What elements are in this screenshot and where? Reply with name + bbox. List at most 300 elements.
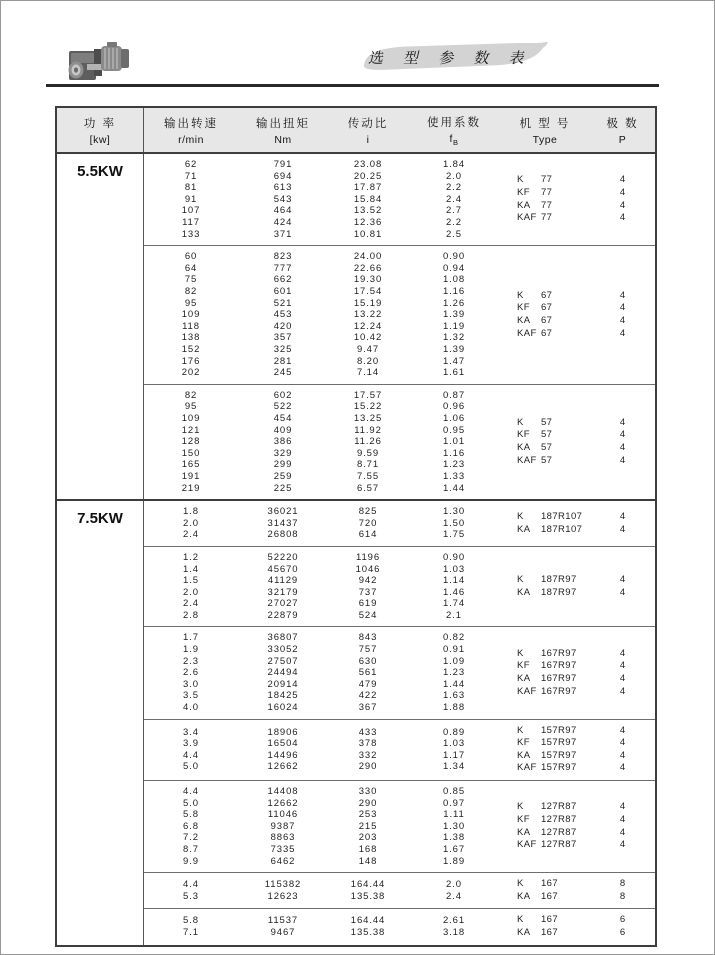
cell-fb: 1.30 bbox=[442, 820, 466, 832]
cell-ratio: 135.38 bbox=[350, 926, 386, 938]
gearmotor-icon bbox=[67, 39, 133, 85]
ratio-column bbox=[328, 786, 408, 867]
column-header-type bbox=[500, 108, 590, 152]
type-model: 187R97 bbox=[541, 586, 577, 598]
data-block bbox=[144, 872, 655, 908]
cell-rpm: 81 bbox=[184, 182, 198, 194]
cell-torque: 245 bbox=[273, 367, 293, 379]
type-column bbox=[500, 878, 590, 903]
cell-rpm: 5.8 bbox=[183, 809, 199, 821]
cell-poles: 4 bbox=[619, 826, 626, 838]
cell-torque: 662 bbox=[273, 274, 293, 286]
cell-fb: 1.32 bbox=[442, 332, 466, 344]
cell-torque: 22879 bbox=[267, 609, 299, 621]
cell-rpm: 7.1 bbox=[183, 926, 199, 938]
cell-torque: 20914 bbox=[267, 678, 299, 690]
poles-column bbox=[590, 725, 655, 775]
column-header-zh: 极 数 bbox=[606, 118, 639, 131]
cell-fb: 1.23 bbox=[442, 459, 466, 471]
type-prefix: K bbox=[517, 574, 524, 586]
cell-fb: 0.89 bbox=[442, 726, 466, 738]
cell-fb: 1.16 bbox=[442, 447, 466, 459]
cell-fb: 1.23 bbox=[442, 667, 466, 679]
cell-rpm: 3.9 bbox=[183, 738, 199, 750]
type-model: 77 bbox=[541, 174, 553, 186]
cell-ratio: 561 bbox=[358, 667, 378, 679]
type-model: 167 bbox=[541, 914, 559, 926]
cell-fb: 2.2 bbox=[446, 182, 462, 194]
cell-ratio: 330 bbox=[358, 786, 378, 797]
cell-torque: 12662 bbox=[267, 797, 299, 809]
poles-column bbox=[590, 914, 655, 939]
type-cell bbox=[517, 801, 577, 814]
cell-rpm: 6.8 bbox=[183, 820, 199, 832]
type-model: 77 bbox=[541, 187, 553, 199]
cell-fb: 1.61 bbox=[442, 367, 466, 379]
fb-column bbox=[408, 390, 500, 494]
cell-rpm: 9.9 bbox=[183, 855, 199, 867]
torque-column bbox=[238, 725, 328, 775]
type-column bbox=[500, 914, 590, 939]
type-column bbox=[500, 506, 590, 541]
cell-ratio: 8.20 bbox=[356, 355, 380, 367]
type-prefix: KAF bbox=[517, 762, 537, 774]
type-cell bbox=[517, 511, 582, 524]
cell-ratio: 13.52 bbox=[353, 205, 383, 217]
cell-poles: 6 bbox=[619, 926, 626, 938]
cell-rpm: 109 bbox=[181, 412, 201, 424]
type-cell bbox=[517, 673, 577, 686]
type-model: 187R107 bbox=[541, 523, 583, 535]
ratio-column bbox=[328, 251, 408, 379]
rpm-column bbox=[144, 914, 238, 939]
torque-column bbox=[238, 506, 328, 541]
cell-ratio: 19.30 bbox=[353, 274, 383, 286]
cell-fb: 0.87 bbox=[442, 389, 466, 401]
cell-ratio: 825 bbox=[358, 506, 378, 518]
type-cell bbox=[517, 587, 577, 600]
cell-torque: 791 bbox=[273, 159, 293, 171]
cell-fb: 1.03 bbox=[442, 563, 466, 575]
cell-ratio: 10.42 bbox=[353, 332, 383, 344]
type-prefix: KAF bbox=[517, 212, 537, 224]
type-model: 77 bbox=[541, 212, 553, 224]
poles-column bbox=[590, 786, 655, 867]
cell-torque: 31437 bbox=[267, 517, 299, 529]
cell-poles: 8 bbox=[619, 890, 626, 902]
cell-torque: 14408 bbox=[267, 786, 299, 797]
type-column bbox=[500, 552, 590, 622]
type-model: 127R87 bbox=[541, 801, 577, 813]
column-header-poles bbox=[590, 108, 655, 152]
column-header-zh: 输出转速 bbox=[164, 118, 218, 131]
cell-torque: 52220 bbox=[267, 551, 299, 563]
type-cell bbox=[517, 574, 577, 587]
cell-ratio: 253 bbox=[358, 809, 378, 821]
type-cell bbox=[517, 878, 558, 891]
cell-torque: 24494 bbox=[267, 667, 299, 679]
cell-ratio: 9.47 bbox=[356, 344, 380, 355]
type-prefix: KF bbox=[517, 737, 530, 749]
type-model: 167R97 bbox=[541, 673, 577, 685]
cell-fb: 0.96 bbox=[442, 401, 466, 413]
type-cell bbox=[517, 927, 558, 940]
cell-ratio: 22.66 bbox=[353, 262, 383, 274]
type-prefix: KF bbox=[517, 187, 530, 199]
cell-rpm: 1.5 bbox=[183, 575, 199, 587]
cell-torque: 36807 bbox=[267, 632, 299, 644]
type-model: 67 bbox=[541, 302, 553, 314]
cell-ratio: 17.54 bbox=[353, 286, 383, 298]
cell-poles: 4 bbox=[619, 749, 626, 761]
type-prefix: KA bbox=[517, 926, 531, 938]
cell-ratio: 20.25 bbox=[353, 170, 383, 182]
type-prefix: KAF bbox=[517, 454, 537, 466]
cell-torque: 18425 bbox=[267, 690, 299, 702]
type-prefix: KA bbox=[517, 826, 531, 838]
cell-ratio: 614 bbox=[358, 529, 378, 541]
cell-ratio: 1046 bbox=[355, 563, 381, 575]
cell-ratio: 9.59 bbox=[356, 447, 380, 459]
cell-torque: 453 bbox=[273, 309, 293, 321]
cell-torque: 521 bbox=[273, 297, 293, 309]
rpm-column bbox=[144, 251, 238, 379]
ratio-column bbox=[328, 506, 408, 541]
cell-torque: 325 bbox=[273, 344, 293, 355]
cell-rpm: 7.2 bbox=[183, 832, 199, 844]
cell-fb: 3.18 bbox=[442, 926, 466, 938]
cell-ratio: 12.36 bbox=[353, 217, 383, 229]
type-prefix: K bbox=[517, 724, 524, 736]
cell-ratio: 164.44 bbox=[350, 915, 386, 927]
cell-torque: 115382 bbox=[264, 879, 302, 891]
cell-rpm: 1.8 bbox=[183, 506, 199, 518]
cell-poles: 4 bbox=[619, 673, 626, 685]
column-header-en: Nm bbox=[274, 134, 292, 147]
power-group bbox=[57, 154, 655, 499]
cell-rpm: 60 bbox=[184, 251, 198, 263]
type-cell bbox=[517, 891, 558, 904]
cell-poles: 4 bbox=[619, 212, 626, 224]
cell-poles: 4 bbox=[619, 174, 626, 186]
type-model: 67 bbox=[541, 327, 553, 339]
poles-column bbox=[590, 506, 655, 541]
cell-fb: 2.1 bbox=[446, 609, 462, 621]
cell-rpm: 4.0 bbox=[183, 702, 199, 714]
data-block bbox=[144, 245, 655, 384]
column-header-zh: 使用系数 bbox=[427, 117, 481, 129]
fb-column bbox=[408, 251, 500, 379]
column-header-en: $f_B$ bbox=[449, 133, 459, 148]
type-prefix: KA bbox=[517, 441, 531, 453]
cell-rpm: 202 bbox=[181, 367, 201, 379]
type-prefix: K bbox=[517, 647, 524, 659]
cell-torque: 386 bbox=[273, 436, 293, 448]
column-header-torque bbox=[238, 108, 328, 152]
column-header-zh: 传动比 bbox=[347, 118, 389, 131]
cell-rpm: 5.8 bbox=[183, 915, 199, 927]
cell-rpm: 150 bbox=[181, 447, 201, 459]
cell-torque: 299 bbox=[273, 459, 293, 471]
type-prefix: KF bbox=[517, 813, 530, 825]
column-header-ratio bbox=[328, 108, 408, 152]
cell-poles: 4 bbox=[619, 510, 626, 522]
type-prefix: KF bbox=[517, 302, 530, 314]
type-model: 167R97 bbox=[541, 685, 577, 697]
cell-poles: 4 bbox=[619, 801, 626, 813]
cell-fb: 1.46 bbox=[442, 586, 466, 598]
type-cell bbox=[517, 827, 577, 840]
cell-fb: 1.39 bbox=[442, 309, 466, 321]
cell-torque: 9387 bbox=[270, 820, 296, 832]
type-cell bbox=[517, 686, 577, 699]
cell-rpm: 2.6 bbox=[183, 667, 199, 679]
cell-torque: 357 bbox=[273, 332, 293, 344]
cell-torque: 16504 bbox=[267, 738, 299, 750]
type-model: 187R97 bbox=[541, 574, 577, 586]
type-prefix: KA bbox=[517, 315, 531, 327]
cell-rpm: 91 bbox=[184, 193, 198, 205]
cell-poles: 6 bbox=[619, 914, 626, 926]
cell-rpm: 75 bbox=[184, 274, 198, 286]
cell-rpm: 2.4 bbox=[183, 598, 199, 610]
cell-torque: 7335 bbox=[270, 843, 296, 855]
cell-rpm: 4.4 bbox=[183, 749, 199, 761]
cell-torque: 259 bbox=[273, 470, 293, 482]
type-cell bbox=[517, 839, 577, 852]
cell-ratio: 13.25 bbox=[353, 412, 383, 424]
cell-fb: 1.75 bbox=[442, 529, 466, 541]
cell-rpm: 1.2 bbox=[183, 551, 199, 563]
cell-fb: 0.95 bbox=[442, 424, 466, 436]
torque-column bbox=[238, 552, 328, 622]
cell-fb: 1.89 bbox=[442, 855, 466, 867]
cell-fb: 1.38 bbox=[442, 832, 466, 844]
cell-ratio: 290 bbox=[358, 761, 378, 773]
torque-column bbox=[238, 878, 328, 903]
cell-torque: 8863 bbox=[270, 832, 296, 844]
cell-fb: 0.82 bbox=[442, 632, 466, 644]
column-header-power bbox=[57, 108, 144, 152]
cell-fb: 2.2 bbox=[446, 217, 462, 229]
cell-fb: 1.16 bbox=[442, 286, 466, 298]
cell-ratio: 13.22 bbox=[353, 309, 383, 321]
type-prefix: KA bbox=[517, 749, 531, 761]
type-cell bbox=[517, 174, 552, 187]
cell-ratio: 367 bbox=[358, 702, 378, 714]
type-column bbox=[500, 251, 590, 379]
cell-rpm: 1.7 bbox=[183, 632, 199, 644]
cell-torque: 16024 bbox=[267, 702, 299, 714]
type-prefix: K bbox=[517, 510, 524, 522]
ratio-column bbox=[328, 632, 408, 713]
cell-rpm: 165 bbox=[181, 459, 201, 471]
cell-poles: 4 bbox=[619, 839, 626, 851]
cell-ratio: 12.24 bbox=[353, 320, 383, 332]
cell-ratio: 720 bbox=[358, 517, 378, 529]
torque-column bbox=[238, 786, 328, 867]
cell-fb: 1.26 bbox=[442, 297, 466, 309]
type-cell bbox=[517, 417, 552, 430]
cell-ratio: 17.57 bbox=[353, 389, 383, 401]
type-model: 167 bbox=[541, 926, 559, 938]
type-cell bbox=[517, 212, 552, 225]
cell-ratio: 524 bbox=[358, 609, 378, 621]
cell-poles: 4 bbox=[619, 289, 626, 301]
type-model: 57 bbox=[541, 416, 553, 428]
cell-rpm: 133 bbox=[181, 228, 201, 240]
cell-torque: 26808 bbox=[267, 529, 299, 541]
type-model: 127R87 bbox=[541, 839, 577, 851]
column-header-zh: 机 型 号 bbox=[519, 118, 571, 131]
cell-ratio: 11.92 bbox=[354, 424, 382, 436]
cell-torque: 11046 bbox=[267, 809, 299, 821]
cell-rpm: 138 bbox=[181, 332, 201, 344]
type-model: 187R107 bbox=[541, 510, 583, 522]
data-block bbox=[144, 154, 655, 245]
cell-rpm: 64 bbox=[184, 262, 198, 274]
type-cell bbox=[517, 442, 552, 455]
data-block bbox=[144, 626, 655, 718]
power-group bbox=[57, 499, 655, 944]
cell-fb: 1.11 bbox=[443, 809, 465, 821]
cell-rpm: 2.8 bbox=[183, 609, 199, 621]
data-block bbox=[144, 719, 655, 780]
group-blocks bbox=[144, 154, 655, 499]
type-prefix: K bbox=[517, 878, 524, 890]
cell-rpm: 121 bbox=[181, 424, 201, 436]
cell-ratio: 10.81 bbox=[353, 228, 383, 240]
cell-torque: 9467 bbox=[270, 926, 296, 938]
cell-fb: 1.74 bbox=[442, 598, 466, 610]
cell-poles: 4 bbox=[619, 724, 626, 736]
table-header-row bbox=[57, 108, 655, 154]
cell-ratio: 8.71 bbox=[356, 459, 380, 471]
type-prefix: K bbox=[517, 801, 524, 813]
fb-column bbox=[408, 878, 500, 903]
ratio-column bbox=[328, 552, 408, 622]
cell-rpm: 4.4 bbox=[183, 879, 199, 891]
cell-fb: 1.44 bbox=[442, 678, 466, 690]
type-model: 157R97 bbox=[541, 724, 577, 736]
cell-rpm: 95 bbox=[184, 401, 198, 413]
cell-ratio: 290 bbox=[358, 797, 378, 809]
cell-rpm: 5.3 bbox=[183, 890, 199, 902]
type-model: 167R97 bbox=[541, 660, 577, 672]
cell-fb: 1.44 bbox=[442, 482, 466, 494]
cell-ratio: 433 bbox=[358, 726, 378, 738]
cell-rpm: 191 bbox=[181, 470, 201, 482]
fb-column bbox=[408, 786, 500, 867]
cell-rpm: 109 bbox=[181, 309, 201, 321]
type-cell bbox=[517, 290, 552, 303]
type-cell bbox=[517, 648, 577, 661]
cell-fb: 0.94 bbox=[442, 262, 466, 274]
cell-rpm: 1.4 bbox=[183, 563, 199, 575]
poles-column bbox=[590, 552, 655, 622]
type-column bbox=[500, 159, 590, 240]
ratio-column bbox=[328, 725, 408, 775]
type-model: 77 bbox=[541, 199, 553, 211]
cell-fb: 1.08 bbox=[442, 274, 466, 286]
cell-rpm: 3.5 bbox=[183, 690, 199, 702]
fb-column bbox=[408, 725, 500, 775]
type-prefix: KA bbox=[517, 890, 531, 902]
type-prefix: KA bbox=[517, 199, 531, 211]
torque-column bbox=[238, 632, 328, 713]
type-cell bbox=[517, 725, 577, 738]
cell-poles: 4 bbox=[619, 762, 626, 774]
poles-column bbox=[590, 878, 655, 903]
cell-ratio: 135.38 bbox=[350, 890, 386, 902]
poles-column bbox=[590, 632, 655, 713]
cell-poles: 4 bbox=[619, 737, 626, 749]
data-block bbox=[144, 908, 655, 944]
column-header-en: r/min bbox=[178, 134, 204, 147]
type-cell bbox=[517, 914, 558, 927]
cell-torque: 6462 bbox=[270, 855, 296, 867]
type-model: 157R97 bbox=[541, 737, 577, 749]
poles-column bbox=[590, 251, 655, 379]
ratio-column bbox=[328, 390, 408, 494]
cell-poles: 4 bbox=[619, 441, 626, 453]
cell-poles: 4 bbox=[619, 454, 626, 466]
cell-ratio: 737 bbox=[358, 586, 378, 598]
rpm-column bbox=[144, 632, 238, 713]
cell-torque: 420 bbox=[273, 320, 293, 332]
cell-poles: 4 bbox=[619, 315, 626, 327]
cell-ratio: 378 bbox=[358, 738, 378, 750]
type-model: 57 bbox=[541, 454, 553, 466]
rpm-column bbox=[144, 552, 238, 622]
cell-fb: 0.90 bbox=[442, 551, 466, 563]
cell-fb: 1.17 bbox=[442, 749, 466, 761]
cell-ratio: 15.84 bbox=[353, 193, 383, 205]
column-header-fb bbox=[408, 108, 500, 152]
cell-rpm: 82 bbox=[184, 286, 198, 298]
cell-ratio: 6.57 bbox=[356, 482, 380, 494]
ratio-column bbox=[328, 914, 408, 939]
cell-rpm: 2.0 bbox=[183, 586, 199, 598]
column-header-en: [kw] bbox=[89, 134, 111, 147]
cell-fb: 1.47 bbox=[442, 355, 466, 367]
type-cell bbox=[517, 814, 577, 827]
cell-rpm: 118 bbox=[182, 320, 200, 332]
torque-column bbox=[238, 251, 328, 379]
cell-ratio: 7.55 bbox=[356, 470, 380, 482]
type-model: 57 bbox=[541, 441, 553, 453]
fb-column bbox=[408, 159, 500, 240]
cell-fb: 2.0 bbox=[446, 170, 462, 182]
type-cell bbox=[517, 660, 577, 673]
cell-torque: 777 bbox=[273, 262, 293, 274]
page-title: 选 型 参 数 表 bbox=[367, 50, 535, 67]
type-column bbox=[500, 725, 590, 775]
cell-torque: 424 bbox=[273, 217, 293, 229]
type-prefix: KAF bbox=[517, 327, 537, 339]
cell-ratio: 11.26 bbox=[354, 436, 382, 448]
power-label: 5.5KW bbox=[57, 154, 144, 499]
type-cell bbox=[517, 328, 552, 341]
type-model: 167R97 bbox=[541, 647, 577, 659]
cell-rpm: 2.0 bbox=[183, 517, 199, 529]
rpm-column bbox=[144, 506, 238, 541]
cell-torque: 613 bbox=[273, 182, 293, 194]
cell-fb: 0.91 bbox=[442, 644, 466, 656]
cell-fb: 1.19 bbox=[442, 320, 466, 332]
cell-poles: 4 bbox=[619, 429, 626, 441]
type-cell bbox=[517, 302, 552, 315]
